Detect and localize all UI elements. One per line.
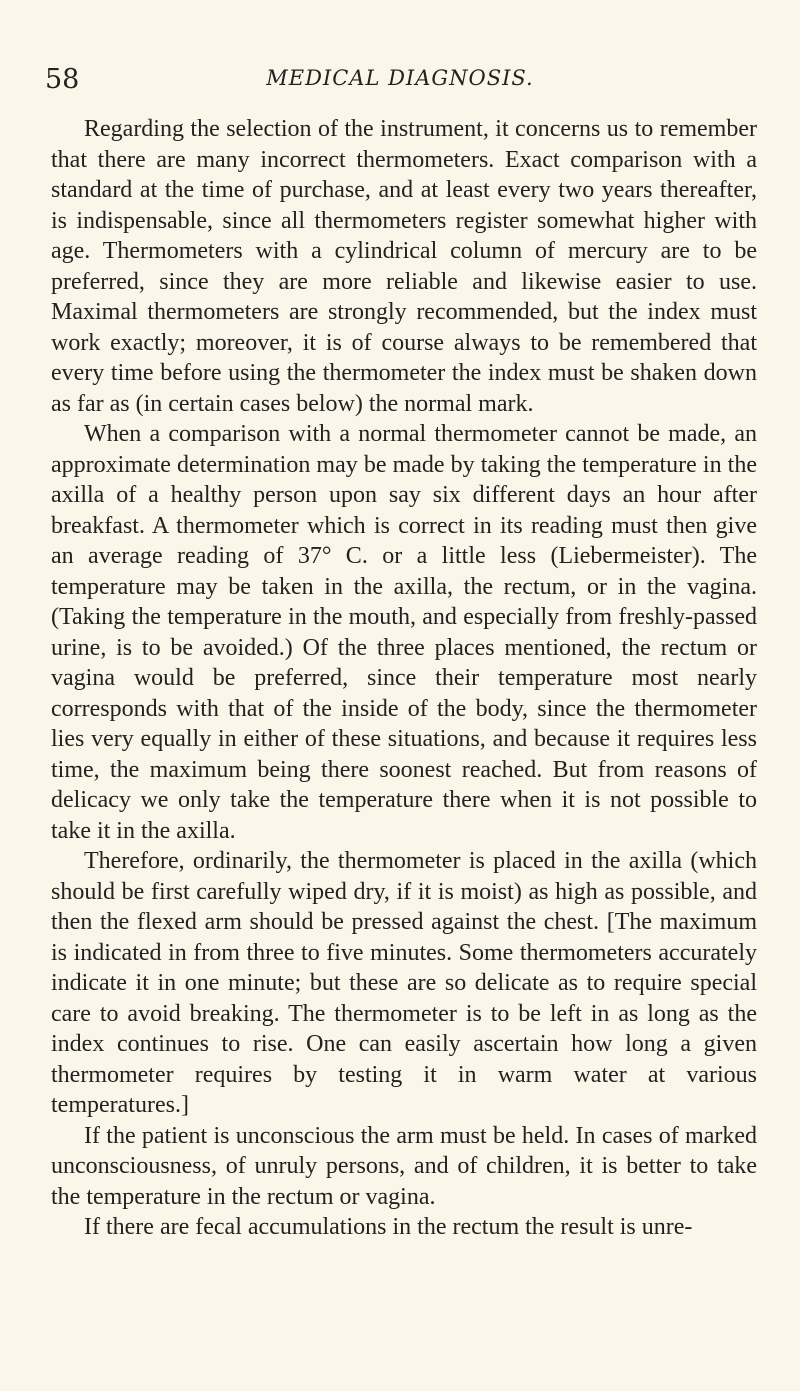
- paragraph: When a comparison with a normal thermometer cannot be made, an approximate determination may be made by taking the temperature in the axilla of a healthy person upon say six different days an hour after breakfast. A thermometer which is correct in its reading must then give an average reading of 37° C. or a little less (Liebermeister). The temperature may be taken in the axilla, the rectum, or in the vagina. (Taking the temperature in the mouth, and especially from freshly-passed urine, is to be avoided.) Of the three places mentioned, the rectum or vagina would be preferred, since their temperature most nearly corresponds with that of the inside of the body, since the thermometer lies very equally in either of these situations, and because it requires less time, the maximum being there soonest reached. But from reasons of delicacy we only take the temperature there when it is not possible to take it in the axilla.: [51, 421, 757, 844]
- paragraph: If the patient is unconscious the arm must be held. In cases of marked unconsciousness, of unruly persons, and of children, it is better to take the temperature in the rectum or vagina.: [51, 1122, 757, 1210]
- paragraph: Therefore, ordinarily, the thermometer is placed in the axilla (which should be first carefully wiped dry, if it is moist) as high as possible, and then the flexed arm should be pressed against the chest. [The maximum is indicated in from three to five minutes. Some thermometers accurately indicate it in one minute; but these are so delicate as to require special care to avoid breaking. The thermometer is to be left in as long as the index continues to rise. One can easily ascertain how long a given thermometer requires by testing it in warm water at various temperatures.]: [51, 848, 757, 1118]
- paragraph: Regarding the selection of the instrument, it concerns us to remember that there are many incorrect thermometers. Exact comparison with a standard at the time of purchase, and at least every two years thereafter, is indispensable, since all thermometers register somewhat higher with age. Thermometers with a cylindrical column of mercury are to be preferred, since they are more reliable and likewise easier to use. Maximal thermometers are strongly recommended, but the index must work exactly; moreover, it is of course always to be remembered that every time before using the thermometer the index must be shaken down as far as (in certain cases below) the normal mark.: [51, 116, 757, 417]
- paragraph: If there are fecal accumulations in the rectum the result is unre-: [84, 1214, 693, 1240]
- body-text: [51, 114, 757, 1243]
- page-header: [45, 64, 755, 100]
- running-head: MEDICAL DIAGNOSIS.: [266, 66, 534, 90]
- page-number: 58: [45, 64, 80, 95]
